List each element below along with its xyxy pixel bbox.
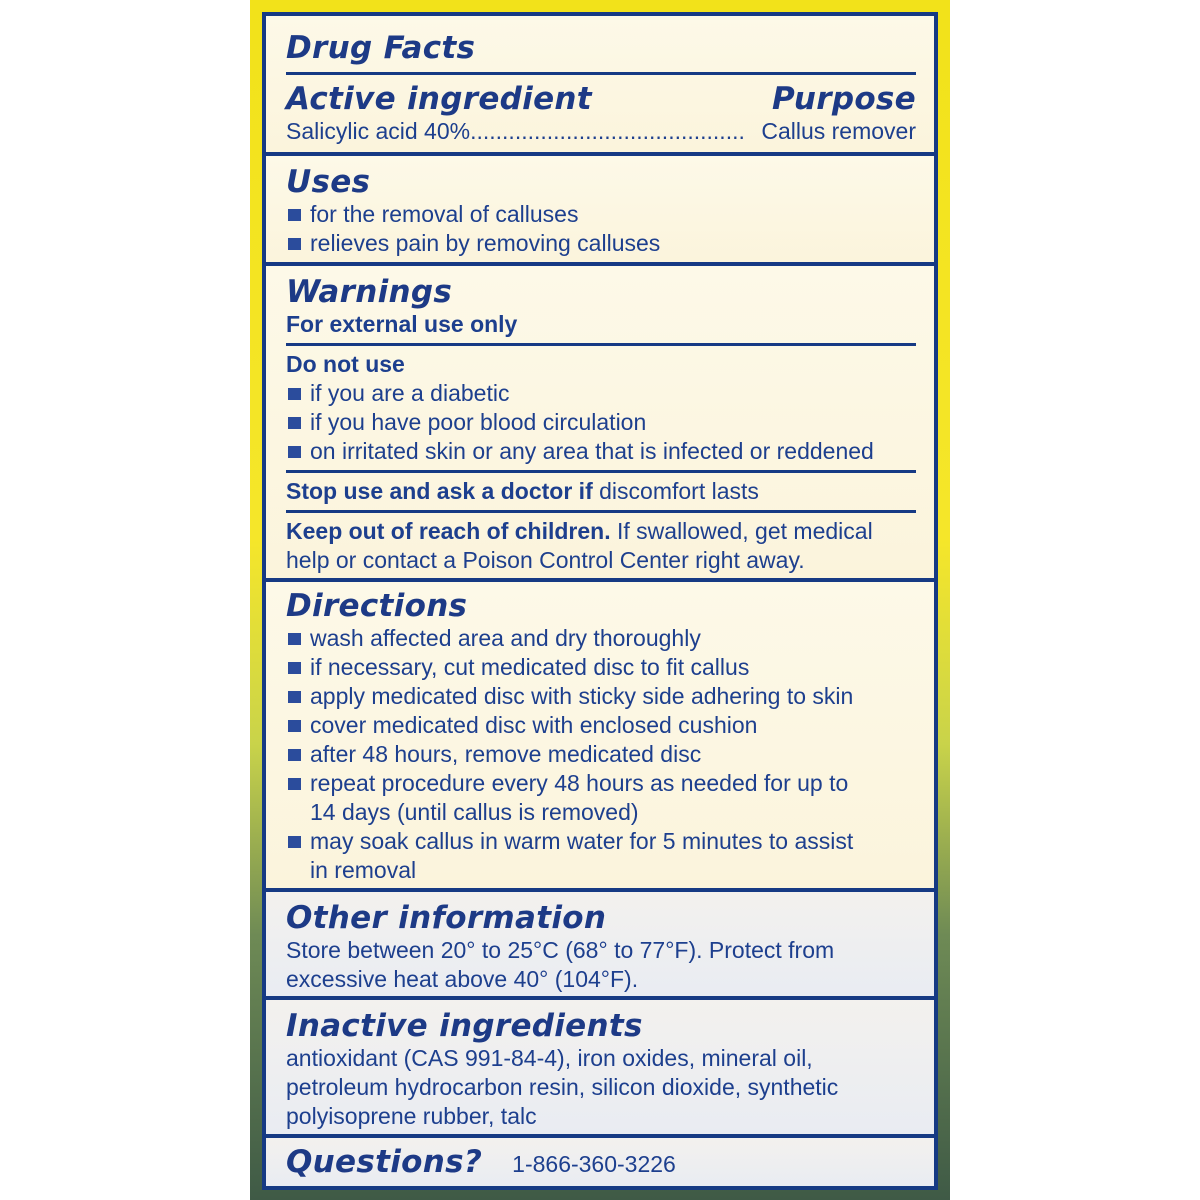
inactive-ingredients-section bbox=[266, 1000, 934, 1134]
directions-title: Directions bbox=[286, 588, 468, 624]
warnings-section bbox=[266, 266, 934, 578]
purpose-title: Purpose bbox=[771, 81, 916, 117]
bullet-square-icon bbox=[288, 662, 301, 674]
active-title-row bbox=[286, 81, 916, 117]
heading-rule bbox=[286, 72, 916, 75]
bullet-square-icon bbox=[288, 417, 301, 429]
bullet-square-icon bbox=[288, 836, 301, 848]
keep-out-text: Keep out of reach of children. If swallowed, get medical bbox=[286, 518, 873, 544]
list-item: repeat procedure every 48 hours as needed for up to 14 days (until callus is removed) bbox=[286, 769, 916, 827]
questions-phone: 1-866-360-3226 bbox=[512, 1151, 676, 1177]
list-item: if you are a diabetic bbox=[286, 379, 916, 408]
bullet-square-icon bbox=[288, 691, 301, 703]
list-item: relieves pain by removing calluses bbox=[286, 229, 916, 258]
inactive-ingredients-line: antioxidant (CAS 991-84-4), iron oxides, mineral oil, bbox=[286, 1045, 813, 1071]
uses-section bbox=[266, 156, 934, 262]
purpose-value: Callus remover bbox=[761, 118, 916, 144]
list-item: for the removal of calluses bbox=[286, 200, 916, 229]
list-item: apply medicated disc with sticky side adhering to skin bbox=[286, 682, 916, 711]
bullet-square-icon bbox=[288, 633, 301, 645]
uses-title: Uses bbox=[286, 164, 371, 200]
external-use-text: For external use only bbox=[286, 311, 518, 337]
list-item: if necessary, cut medicated disc to fit callus bbox=[286, 653, 916, 682]
bullet-square-icon bbox=[288, 778, 301, 790]
other-information-line: excessive heat above 40° (104°F). bbox=[286, 966, 639, 992]
other-information-line: Store between 20° to 25°C (68° to 77°F). Protect from bbox=[286, 937, 835, 963]
warnings-title: Warnings bbox=[286, 274, 453, 310]
divider bbox=[286, 343, 916, 346]
directions-section bbox=[266, 582, 934, 888]
active-ingredient-section bbox=[266, 16, 934, 152]
list-item: wash affected area and dry thoroughly bbox=[286, 624, 916, 653]
list-item: may soak callus in warm water for 5 minutes to assist in removal bbox=[286, 827, 916, 885]
active-ingredient-row bbox=[286, 117, 916, 146]
questions-section bbox=[266, 1138, 934, 1186]
bullet-square-icon bbox=[288, 238, 301, 250]
other-information-title: Other information bbox=[286, 900, 607, 936]
drug-facts-panel bbox=[262, 12, 938, 1190]
list-item: after 48 hours, remove medicated disc bbox=[286, 740, 916, 769]
active-ingredient-name: Salicylic acid 40% bbox=[286, 118, 471, 144]
leader-dots: ........................................... bbox=[470, 118, 745, 144]
list-item: on irritated skin or any area that is infected or reddened bbox=[286, 437, 916, 466]
bullet-square-icon bbox=[288, 388, 301, 400]
bullet-square-icon bbox=[288, 749, 301, 761]
questions-row bbox=[286, 1138, 916, 1180]
other-information-section bbox=[266, 892, 934, 996]
bullet-square-icon bbox=[288, 209, 301, 221]
bullet-square-icon bbox=[288, 446, 301, 458]
list-item: if you have poor blood circulation bbox=[286, 408, 916, 437]
do-not-use-title: Do not use bbox=[286, 351, 405, 377]
drug-facts-heading: Drug Facts bbox=[286, 30, 476, 66]
stop-use-text: Stop use and ask a doctor if discomfort lasts bbox=[286, 478, 759, 504]
inactive-ingredients-line: polyisoprene rubber, talc bbox=[286, 1103, 537, 1129]
keep-out-text-line2: help or contact a Poison Control Center right away. bbox=[286, 547, 805, 573]
inactive-ingredients-line: petroleum hydrocarbon resin, silicon dioxide, synthetic bbox=[286, 1074, 839, 1100]
questions-title: Questions? bbox=[286, 1144, 483, 1180]
active-ingredient-title: Active ingredient bbox=[286, 81, 592, 117]
inactive-ingredients-title: Inactive ingredients bbox=[286, 1008, 643, 1044]
list-item: cover medicated disc with enclosed cushion bbox=[286, 711, 916, 740]
divider bbox=[286, 470, 916, 473]
bullet-square-icon bbox=[288, 720, 301, 732]
divider bbox=[286, 510, 916, 513]
